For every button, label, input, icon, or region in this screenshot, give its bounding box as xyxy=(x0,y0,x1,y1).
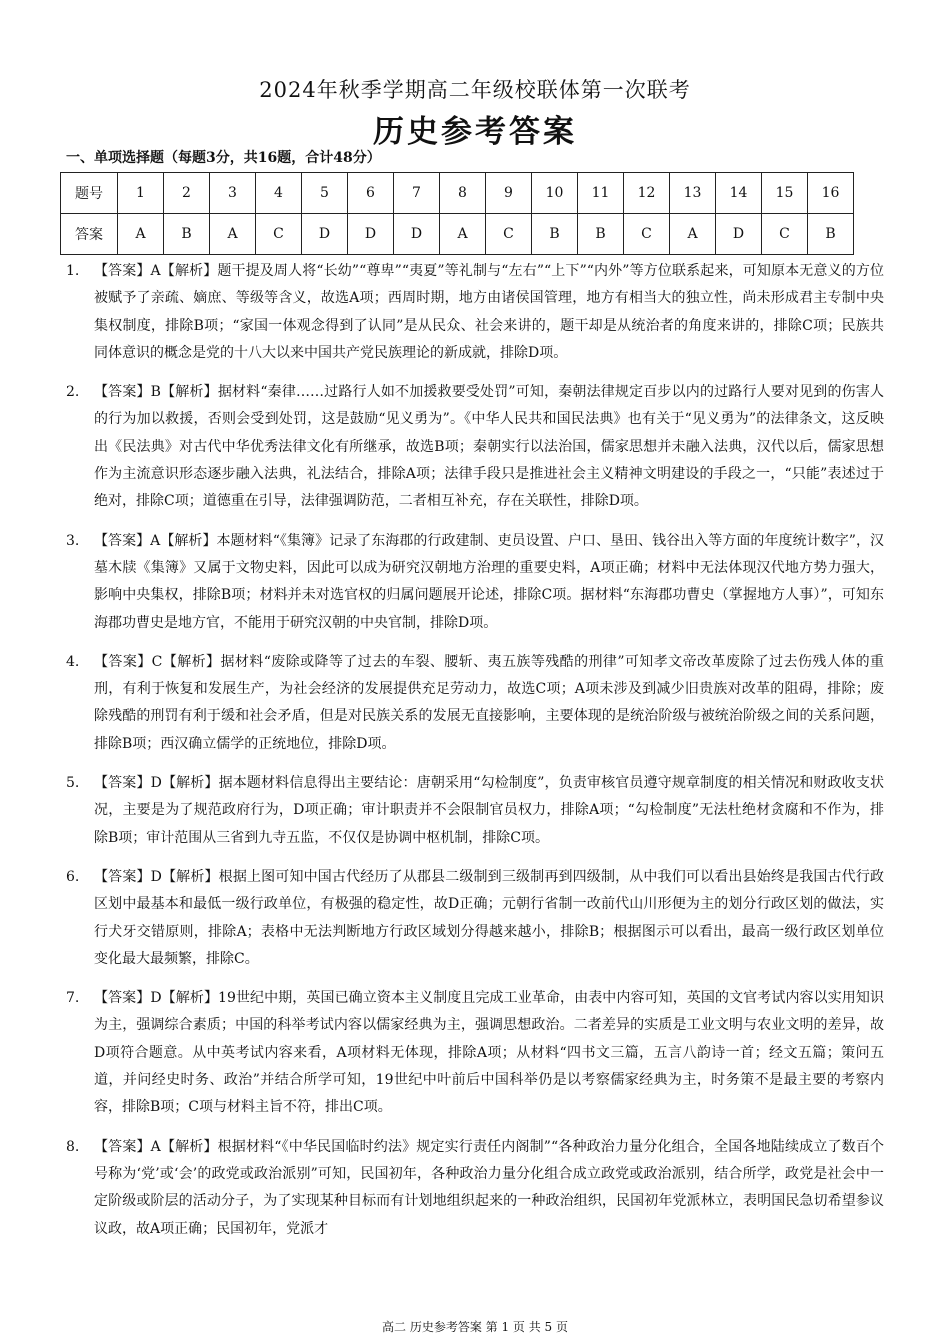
explanation-item xyxy=(66,258,884,367)
question-number-cell: 14 xyxy=(716,173,762,214)
question-number-cell: 12 xyxy=(624,173,670,214)
question-number-cell: 8 xyxy=(440,173,486,214)
answer-cell: B xyxy=(532,214,578,255)
answer-cell: B xyxy=(808,214,854,255)
explanation-item xyxy=(66,528,884,637)
item-number: 3. xyxy=(66,532,80,549)
answer-cell: D xyxy=(348,214,394,255)
answer-cell: D xyxy=(394,214,440,255)
item-text: 【答案】D【解析】据本题材料信息得出主要结论：唐朝采用“勾检制度”，负责审核官员遵守规章制度的相关情况和财政收支状况，主要是为了规范政府行为，D项正确；审计职责并不会限制官员权力，排除A项；“勾检制度”无法杜绝材贪腐和不作为，排除B项；审计范围从三省到九寺五监，不仅仅是协调中枢机制，排除C项。 xyxy=(94,775,884,846)
item-number: 4. xyxy=(66,653,80,670)
question-number-cell: 1 xyxy=(118,173,164,214)
page-footer: 高二 历史参考答案 第 1 页 共 5 页 xyxy=(382,1320,568,1334)
answer-cell: D xyxy=(716,214,762,255)
question-number-cell: 10 xyxy=(532,173,578,214)
question-number-cell: 9 xyxy=(486,173,532,214)
item-text: 【答案】A【解析】根据材料“《中华民国临时约法》规定实行责任内阁制”“各种政治力量分化组合，全国各地陆续成立了数百个号称为‘党’或‘会’的政党或政治派别”可知，民国初年，各种政治力量分化组合成立政党或政治派别，结合所学，政党是社会中一定阶级或阶层的活动分子，为了实现某种目标而有计划地组织起来的一种政治组织，民国初年党派林立，表明国民急切希望参议议政，故A项正确；民国初年，党派才 xyxy=(94,1138,884,1237)
item-text: 【答案】A【解析】题干提及周人将“长幼”“尊卑”“夷夏”等礼制与“左右”“上下”“内外”等方位联系起来，可知原本无意义的方位被赋予了亲疏、嫡庶、等级等含义，故选A项；西周时期，地方由诸侯国管理，地方有相当大的独立性，尚未形成君主专制中央集权制度，排除B项；“家国一体观念得到了认同”是从民众、社会来讲的，题干却是从统治者的角度来讲的，排除C项；民族共同体意识的概念是党的十八大以来中国共产党民族理论的新成就，排除D项。 xyxy=(94,263,884,361)
question-number-cell: 6 xyxy=(348,173,394,214)
question-number-cell: 2 xyxy=(164,173,210,214)
row-label-answer: 答案 xyxy=(61,214,118,255)
question-number-cell: 15 xyxy=(762,173,808,214)
item-text: 【答案】D【解析】根据上图可知中国古代经历了从郡县二级制到三级制再到四级制，从中我们可以看出县始终是我国古代行政区划中最基本和最低一级行政单位，有极强的稳定性，故D正确；元朝行省制一改前代山川形便为主的划分行政区划的做法，实行犬牙交错原则，排除A；表格中无法判断地方行政区域划分得越来越小，排除B；根据图示可以看出，最高一级行政区划单位变化最大最频繁，排除C。 xyxy=(94,868,884,967)
question-number-cell: 7 xyxy=(394,173,440,214)
exam-title: 2024年秋季学期高二年级校联体第一次联考 xyxy=(259,78,691,102)
explanation-item xyxy=(66,1134,884,1243)
answer-cell: C xyxy=(256,214,302,255)
item-text: 【答案】C【解析】据材料“废除或降等了过去的车裂、腰斩、夷五族等残酷的刑律”可知孝文帝改革废除了过去伤残人体的重刑，有利于恢复和发展生产，为社会经济的发展提供充足劳动力，故选C项；A项未涉及到减少旧贵族对改革的阻碍，排除；废除残酷的刑罚有利于缓和社会矛盾，但是对民族关系的发展无直接影响，主要体现的是统治阶级与被统治阶级之间的关系问题，排除B项；西汉确立儒学的正统地位，排除D项。 xyxy=(94,653,884,752)
section-heading: 一、单项选择题（每题3分，共16题，合计48分） xyxy=(66,150,381,166)
item-text: 【答案】D【解析】19世纪中期，英国已确立资本主义制度且完成工业革命，由表中内容可知，英国的文官考试内容以实用知识为主，强调综合素质；中国的科举考试内容以儒家经典为主，强调思想政治。二者差异的实质是工业文明与农业文明的差异，故D项符合题意。从中英考试内容来看，A项材料无体现，排除A项；从材料“四书文三篇，五言八韵诗一首；经文五篇；策问五道，并问经史时务、政治”并结合所学可知，19世纪中叶前后中国科举仍是以考察儒家经典为主，时务策不是最主要的考察内容，排除B项；C项与材料主旨不符，排出C项。 xyxy=(94,990,884,1116)
question-number-cell: 16 xyxy=(808,173,854,214)
answer-cell: C xyxy=(486,214,532,255)
item-number: 2. xyxy=(66,384,80,401)
question-number-cell: 13 xyxy=(670,173,716,214)
answer-cell: C xyxy=(624,214,670,255)
answer-cell: A xyxy=(210,214,256,255)
item-number: 1. xyxy=(66,263,80,279)
explanation-item xyxy=(66,864,884,973)
answer-table xyxy=(60,172,854,255)
question-number-row xyxy=(61,173,854,214)
answer-row xyxy=(61,214,854,255)
item-text: 【答案】B【解析】据材料“秦律……过路行人如不加援救要受处罚”可知，秦朝法律规定百步以内的过路行人要对见到的伤害人的行为加以救援，否则会受到处罚，这是鼓励“见义勇为”。《中华人民共和国民法典》也有关于“见义勇为”的法律条文，这反映出《民法典》对古代中华优秀法律文化有所继承，故选B项；秦朝实行以法治国，儒家思想并未融入法典，汉代以后，儒家思想作为主流意识形态逐步融入法典，礼法结合，排除A项；法律手段只是推进社会主义精神文明建设的手段之一，“只能”表述过于绝对，排除C项；道德重在引导，法律强调防范，二者相互补充，存在关联性，排除D项。 xyxy=(94,384,884,510)
question-number-cell: 4 xyxy=(256,173,302,214)
question-number-cell: 11 xyxy=(578,173,624,214)
item-text: 【答案】A【解析】本题材料“《集簿》记录了东海郡的行政建制、吏员设置、户口、垦田、钱谷出入等方面的年度统计数字”，汉墓木牍《集簿》又属于文物史料，因此可以成为研究汉朝地方治理的重要史料，A项正确；材料中无法体现汉代地方势力强大，影响中央集权，排除B项；材料并未对选官权的归属问题展开论述，排除C项。据材料“东海郡功曹史（掌握地方人事）”，可知东海郡功曹史是地方官，不能用于研究汉朝的中央官制，排除D项。 xyxy=(94,532,884,631)
item-number: 7. xyxy=(66,990,80,1007)
item-number: 5. xyxy=(66,775,80,792)
explanation-item xyxy=(66,770,884,852)
explanation-item xyxy=(66,985,884,1121)
document-title: 历史参考答案 xyxy=(373,114,577,150)
answer-cell: A xyxy=(670,214,716,255)
question-number-cell: 5 xyxy=(302,173,348,214)
explanation-item xyxy=(66,649,884,758)
answer-cell: D xyxy=(302,214,348,255)
item-number: 8. xyxy=(66,1138,80,1155)
answer-cell: A xyxy=(118,214,164,255)
answer-cell: C xyxy=(762,214,808,255)
answer-cell: A xyxy=(440,214,486,255)
answer-cell: B xyxy=(164,214,210,255)
answer-cell: B xyxy=(578,214,624,255)
explanation-list xyxy=(66,258,884,1255)
explanation-item xyxy=(66,379,884,515)
row-label-number: 题号 xyxy=(61,173,118,214)
question-number-cell: 3 xyxy=(210,173,256,214)
item-number: 6. xyxy=(66,868,80,885)
